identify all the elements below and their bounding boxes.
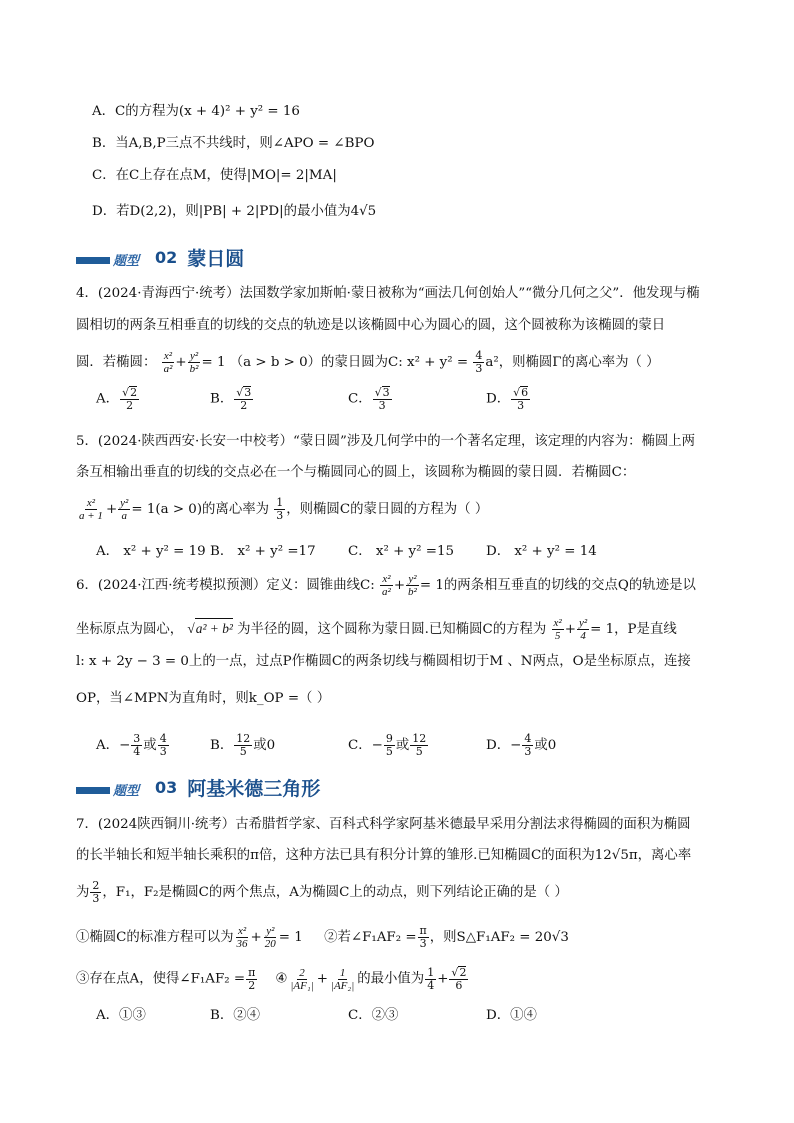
q4-option-a: A． $\frac{√2}{2}$ xyxy=(96,386,138,412)
q4-option-c: C． $\frac{√3}{3}$ xyxy=(348,386,390,412)
q4-option-d: D． $\frac{√6}{3}$ xyxy=(486,386,529,412)
q4-line-3: 圆．若椭圆： $\frac{\text{x²}}{\text{a²}}$ + $\frac{\text{y²}}{\text{b²}}$ = 1 （a > b > 0）的蒙日圆为C: x² + y² = $\frac{4}{3}$ a²，则椭圆Γ的离心率为（ ） xyxy=(76,349,660,375)
q5-option-a: A． x² + y² = 19 xyxy=(96,544,206,559)
q5-option-d: D． x² + y² = 14 xyxy=(486,544,597,559)
q7-option-a: A．①③ xyxy=(96,1008,146,1023)
q5-line-1: 5．(2024·陕西西安·长安一中校考）“蒙日圆”涉及几何学中的一个著名定理，该定理的内容为：椭圆上两 xyxy=(76,434,696,449)
q3-option-d: D．若D(2,2)，则|PB| + 2|PD|的最小值为4√5 xyxy=(92,204,377,219)
q5-line-2: 条互相输出垂直的切线的交点必在一个与椭圆同心的圆上，该圆称为椭圆的蒙日圆．若椭圆C： xyxy=(76,465,636,480)
section-header-02: 题型 02 蒙日圆 xyxy=(76,244,244,270)
q6-line-2: 坐标原点为圆心， √a² + b² 为半径的圆，这个圆称为蒙日圆.已知椭圆C的方程为 $\frac{\text{x²}}{5}$ + $\frac{\text{y²}}{4}$ = 1，P是直线 xyxy=(76,617,677,642)
q7-statement-3-4: ③存在点A，使得∠F₁AF₂ = $\frac{\pi}{2}$ ④ $\frac{2}{\text{|AF₁|}}$ + $\frac{1}{\text{|AF₂|}}$ 的最小值为 $\frac{1}{4}$ + $\frac{√2}{6}$ xyxy=(76,965,467,992)
q6-line-1: 6．(2024·江西·统考模拟预测）定义：圆锥曲线C: $\frac{\text{x²}}{\text{a²}}$ + $\frac{\text{y²}}{\text{b²}}$ = 1的两条相互垂直的切线的交点Q的轨迹是以 xyxy=(76,573,696,598)
q3-option-a: A．C的方程为(x + 4)² + y² = 16 xyxy=(92,104,300,119)
q3-option-c: C．在C上存在点M，使得|MO|= 2|MA| xyxy=(92,168,337,183)
q7-option-b: B．②④ xyxy=(210,1008,261,1023)
section-bar-icon xyxy=(76,257,110,264)
q5-line-3: $\frac{\text{x²}}{a + 1}$ + $\frac{\text{y²}}{a}$ = 1(a > 0)的离心率为 $\frac{1}{3}$ ，则椭圆C的蒙日圆的方程为（ ） xyxy=(79,496,489,522)
q4-option-b: B． $\frac{√3}{2}$ xyxy=(210,386,252,412)
q5-option-b: B． x² + y² =17 xyxy=(210,544,316,559)
q6-option-c: C．− $\frac{9}{5}$ 或 $\frac{12}{5}$ xyxy=(348,732,427,758)
q4-line-1: 4．(2024·青海西宁·统考）法国数学家加斯帕·蒙日被称为“画法几何创始人”“微分几何之父”．他发现与椭 xyxy=(76,286,700,301)
q6-option-a: A．− $\frac{3}{4}$ 或 $\frac{4}{3}$ xyxy=(96,732,167,758)
section-bar-icon xyxy=(76,787,110,794)
q7-line-3: 为 $\frac{2}{3}$ ，F₁，F₂是椭圆C的两个焦点，A为椭圆C上的动点，则下列结论正确的是（ ） xyxy=(76,879,568,905)
q6-line-3: l: x + 2y − 3 = 0上的一点，过点P作椭圆C的两条切线与椭圆相切于M 、N两点，O是坐标原点，连接 xyxy=(76,654,691,669)
q7-option-c: C．②③ xyxy=(348,1008,399,1023)
q4-line-2: 圆相切的两条互相垂直的切线的交点的轨迹是以该椭圆中心为圆心的圆，这个圆被称为该椭圆的蒙日 xyxy=(76,318,666,333)
q6-option-d: D．− $\frac{4}{3}$ 或0 xyxy=(486,732,557,758)
q3-option-b: B．当A,B,P三点不共线时，则∠APO = ∠BPO xyxy=(92,136,375,151)
q6-line-4: OP，当∠MPN为直角时，则k_OP =（ ） xyxy=(76,691,331,706)
q7-line-2: 的长半轴长和短半轴长乘积的π倍，这种方法已具有积分计算的雏形.已知椭圆C的面积为12√5π，离心率 xyxy=(76,848,692,863)
q7-statement-1-2: ①椭圆C的标准方程可以为 $\frac{\text{x²}}{36}$ + $\frac{\text{y²}}{20}$ = 1 ②若∠F₁AF₂ = $\frac{\pi}{3}$ ，则S△F₁AF₂ = 20√3 xyxy=(76,924,569,950)
q6-option-b: B． $\frac{12}{5}$ 或0 xyxy=(210,732,276,758)
section-header-03: 题型 03 阿基米德三角形 xyxy=(76,774,320,800)
q5-option-c: C． x² + y² =15 xyxy=(348,544,454,559)
q7-line-1: 7．(2024陕西铜川·统考）古希腊哲学家、百科式科学家阿基米德最早采用分割法求得椭圆的面积为椭圆 xyxy=(76,817,691,832)
q7-option-d: D．①④ xyxy=(486,1008,537,1023)
